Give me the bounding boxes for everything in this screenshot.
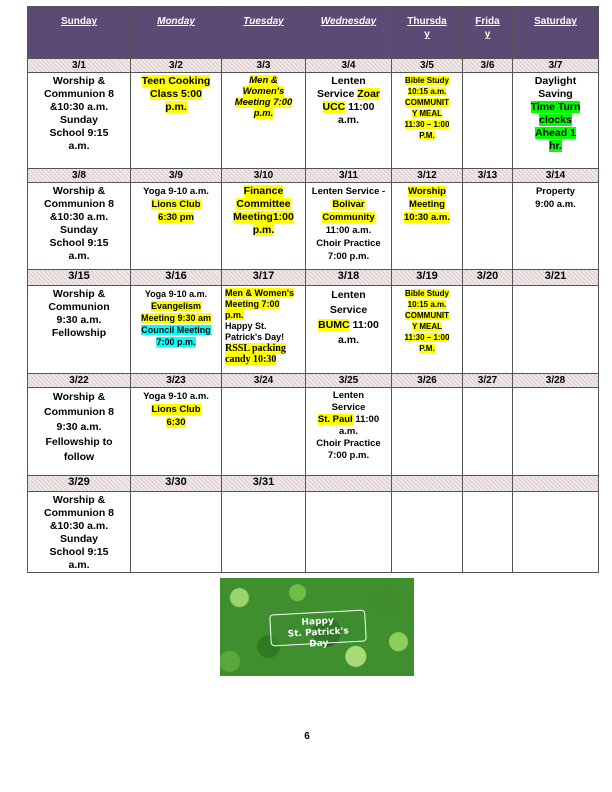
event-cell [392, 388, 463, 476]
date-cell: 3/30 [131, 476, 222, 492]
event-cell: Worship & Communion 8 &10:30 a.m. Sunday School 9:15 a.m. [28, 492, 131, 573]
event-cell [306, 388, 392, 476]
event-cell [463, 183, 513, 270]
date-cell: 3/13 [463, 169, 513, 183]
header-tuesday: Tuesday [222, 7, 306, 59]
event-cell [131, 492, 222, 573]
date-cell: 3/19 [392, 270, 463, 286]
event-highlight: Evangelism Meeting 9:30 am [140, 301, 212, 323]
date-cell: 3/20 [463, 270, 513, 286]
event-text: Lenten Service [316, 75, 366, 100]
date-cell: 3/22 [28, 374, 131, 388]
event-cell [392, 183, 463, 270]
event-text: Finance Committee Meeting1:00 p.m. [233, 185, 294, 236]
event-text: 11:00 a.m. [337, 319, 379, 346]
date-cell: 3/31 [222, 476, 306, 492]
date-row [28, 476, 599, 492]
date-row [28, 270, 599, 286]
header-sunday: Sunday [28, 7, 131, 59]
week-row [28, 492, 599, 573]
date-row [28, 169, 599, 183]
date-cell: 3/8 [28, 169, 131, 183]
date-cell: 3/28 [513, 374, 599, 388]
date-cell: 3/7 [513, 59, 599, 73]
event-cell: Worship & Communion 8 &10:30 a.m. Sunday School 9:15 a.m. [28, 183, 131, 270]
event-highlight: Time Turn clocks Ahead 1 hr. [530, 101, 581, 152]
event-cell [306, 73, 392, 169]
event-text: Yoga 9-10 a.m. [143, 186, 209, 197]
date-cell: 3/14 [513, 169, 599, 183]
date-cell: 3/15 [28, 270, 131, 286]
event-cell [306, 492, 392, 573]
date-cell: 3/17 [222, 270, 306, 286]
date-cell: 3/29 [28, 476, 131, 492]
date-cell: 3/4 [306, 59, 392, 73]
date-cell [306, 476, 392, 492]
event-text: Teen Cooking Class 5:00 p.m. [141, 75, 211, 113]
event-text: Happy St. Patrick's Day! [225, 321, 285, 342]
date-cell: 3/16 [131, 270, 222, 286]
date-cell: 3/25 [306, 374, 392, 388]
event-text: Lenten Service [331, 390, 366, 413]
event-cell: Worship & Communion 8 &10:30 a.m. Sunday School 9:15 a.m. [28, 73, 131, 169]
week-row [28, 286, 599, 374]
date-cell: 3/21 [513, 270, 599, 286]
event-text: 11:00 a.m. [337, 101, 375, 126]
event-text: Daylight Saving [534, 75, 577, 100]
date-row [28, 374, 599, 388]
header-saturday: Saturday [513, 7, 599, 59]
date-cell: 3/2 [131, 59, 222, 73]
event-cell [131, 388, 222, 476]
event-cell [513, 286, 599, 374]
event-cell [222, 183, 306, 270]
event-cell [131, 73, 222, 169]
event-text: Lenten Service [329, 289, 368, 316]
page-number: 6 [304, 731, 310, 742]
event-highlight: RSSL packing candy 10:30 [225, 343, 286, 365]
header-friday: Frida y [463, 7, 513, 59]
date-row [28, 59, 599, 73]
date-cell [463, 476, 513, 492]
date-cell: 3/1 [28, 59, 131, 73]
date-cell: 3/10 [222, 169, 306, 183]
week-row [28, 73, 599, 169]
event-text: 11:00 a.m. Choir Practice 7:00 p.m. [316, 414, 381, 461]
event-text: Yoga 9-10 a.m. [144, 289, 208, 299]
event-cell [222, 492, 306, 573]
event-text: Bible Study 10:15 a.m. COMMUNIT Y MEAL 11:30 – 1:00 P.M. [404, 289, 450, 353]
st-patricks-badge: Happy St. Patrick's Day [269, 610, 367, 647]
event-cell [131, 286, 222, 374]
date-cell: 3/26 [392, 374, 463, 388]
weekday-header-row [28, 7, 599, 59]
event-text: Yoga 9-10 a.m. [143, 391, 209, 402]
week-row [28, 183, 599, 270]
event-text: Bible Study 10:15 a.m. COMMUNIT Y MEAL 11:30 – 1:00 P.M. [404, 76, 450, 140]
event-cell [222, 73, 306, 169]
event-text: Men & Women's Meeting 7:00 p.m. [234, 75, 293, 119]
event-cell [463, 492, 513, 573]
date-cell: 3/24 [222, 374, 306, 388]
date-cell: 3/6 [463, 59, 513, 73]
event-cell [463, 388, 513, 476]
date-cell: 3/12 [392, 169, 463, 183]
event-highlight: St. Paul [317, 414, 353, 425]
event-highlight: Lions Club 6:30 [151, 404, 201, 428]
event-cell [463, 286, 513, 374]
date-cell: 3/5 [392, 59, 463, 73]
event-text: 11:00 a.m. Choir Practice 7:00 p.m. [316, 225, 381, 262]
shamrock-image [220, 578, 414, 676]
event-text: Lenten Service - [311, 186, 386, 197]
header-wednesday: Wednesday [306, 7, 392, 59]
event-cell [463, 73, 513, 169]
header-thursday: Thursda y [392, 7, 463, 59]
event-cell: Worship & Communion 8 9:30 a.m. Fellowship to follow [28, 388, 131, 476]
event-cell [222, 286, 306, 374]
date-cell: 3/23 [131, 374, 222, 388]
event-highlight: Men & Women's Meeting 7:00 p.m. [225, 288, 294, 320]
event-text: Worship Meeting 10:30 a.m. [404, 186, 450, 223]
event-cell [131, 183, 222, 270]
event-cell [392, 492, 463, 573]
event-cell: Property 9:00 a.m. [513, 183, 599, 270]
event-cell [392, 286, 463, 374]
event-highlight: Zoar UCC [322, 88, 381, 113]
date-cell: 3/9 [131, 169, 222, 183]
event-cell [513, 492, 599, 573]
calendar-table [27, 6, 599, 573]
event-cell [222, 388, 306, 476]
date-cell [513, 476, 599, 492]
week-row [28, 388, 599, 476]
event-cell: Worship & Communion 9:30 a.m. Fellowship [28, 286, 131, 374]
date-cell [392, 476, 463, 492]
event-cell [513, 73, 599, 169]
date-cell: 3/27 [463, 374, 513, 388]
event-cell [306, 183, 392, 270]
header-monday: Monday [131, 7, 222, 59]
event-cell [306, 286, 392, 374]
event-cell [513, 388, 599, 476]
event-highlight: Bolivar Community [322, 199, 375, 223]
event-highlight: BUMC [318, 319, 350, 331]
event-highlight: Lions Club 6:30 pm [151, 199, 201, 223]
date-cell: 3/18 [306, 270, 392, 286]
event-cell [392, 73, 463, 169]
date-cell: 3/3 [222, 59, 306, 73]
event-highlight: Council Meeting 7:00 p.m. [141, 325, 211, 347]
date-cell: 3/11 [306, 169, 392, 183]
